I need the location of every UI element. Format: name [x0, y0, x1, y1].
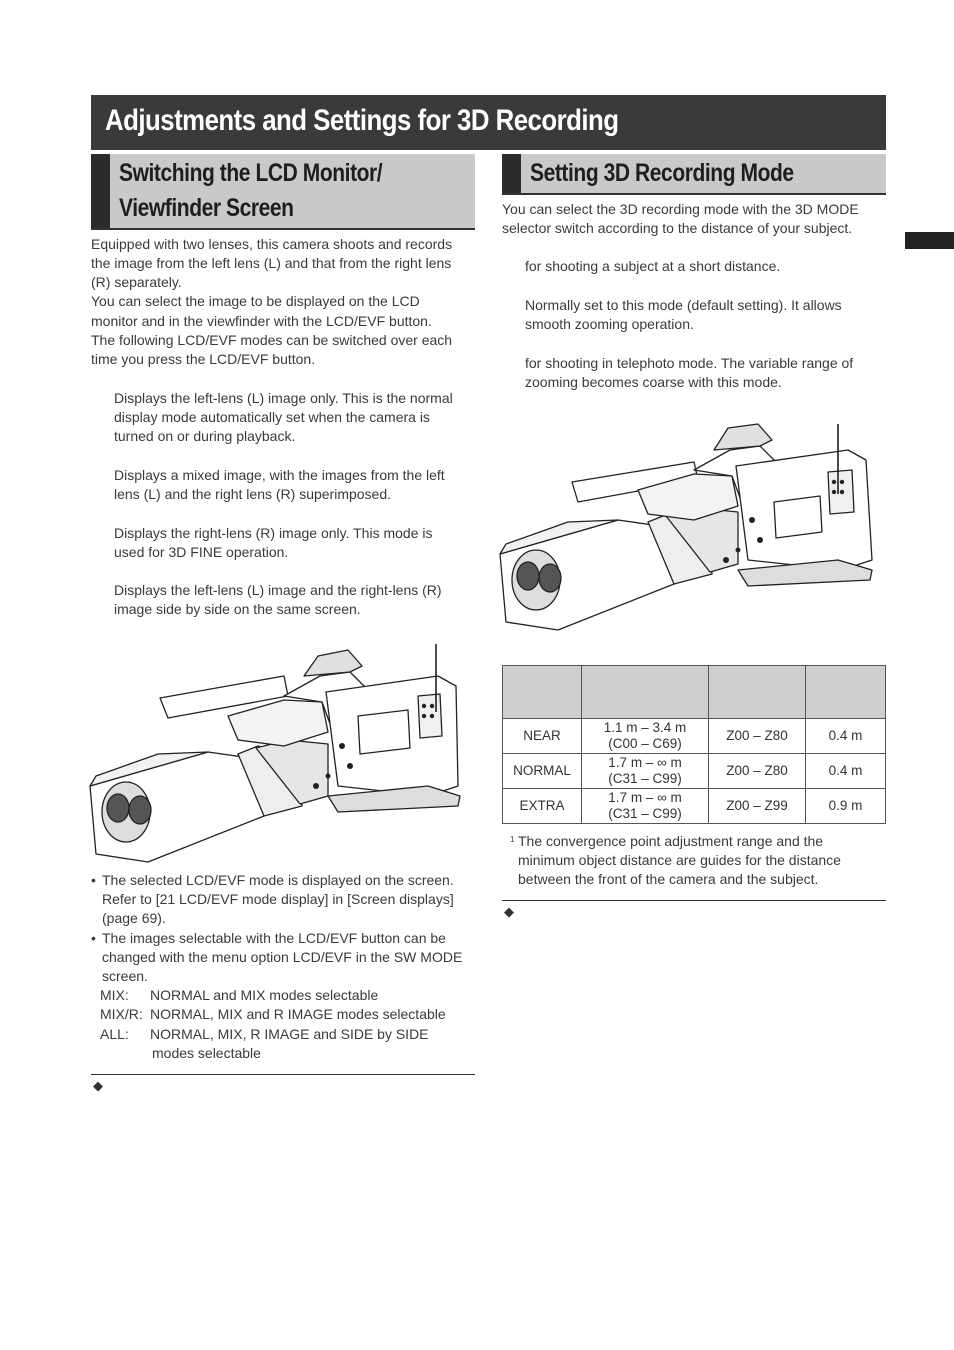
- heading-line-2: Viewfinder Screen: [119, 194, 294, 222]
- section-heading-3d-mode: [502, 154, 886, 195]
- zoom-cell: Z00 – Z99: [709, 789, 806, 824]
- paragraph-line: You can select the image to be displayed on the LCD: [91, 293, 420, 309]
- camera-illustration-3d-mode-switch: [498, 420, 878, 652]
- note-line: changed with the menu option LCD/EVF in the SW MODE: [102, 949, 463, 965]
- option-value: NORMAL and MIX modes selectable: [150, 987, 379, 1003]
- footnote-mark: 1: [510, 835, 515, 844]
- footnote-line: between the front of the camera and the subject.: [518, 871, 819, 887]
- mode-description: for shooting a subject at a short distance.: [525, 258, 781, 274]
- mode-cell: EXTRA: [503, 789, 582, 824]
- mode-description: zooming becomes coarse with this mode.: [525, 374, 782, 390]
- table-row: [503, 719, 886, 754]
- heading-marker: [502, 154, 521, 193]
- note-line: Refer to [21 LCD/EVF mode display] in [Screen displays]: [102, 891, 454, 907]
- paragraph-line: (R) separately.: [91, 274, 182, 290]
- option-value: modes selectable: [152, 1045, 261, 1061]
- mode-description: Displays a mixed image, with the images from the left: [114, 467, 445, 483]
- zoom-cell: Z00 – Z80: [709, 754, 806, 789]
- option-value: NORMAL, MIX and R IMAGE modes selectable: [150, 1006, 446, 1022]
- paragraph-line: time you press the LCD/EVF button.: [91, 351, 316, 367]
- paragraph-line: You can select the 3D recording mode with the 3D MODE: [502, 201, 859, 217]
- mode-description: display mode automatically set when the camera is: [114, 409, 430, 425]
- mode-description: for shooting in telephoto mode. The variable range of: [525, 355, 854, 371]
- note-line: screen.: [102, 968, 148, 984]
- mode-description: Displays the left-lens (L) image only. This is the normal: [114, 390, 453, 406]
- page-title: Adjustments and Settings for 3D Recording: [105, 104, 619, 137]
- range-cell: [582, 754, 709, 789]
- header-cell: [582, 666, 709, 719]
- footnote-line: [510, 832, 824, 851]
- chapter-tab: [905, 232, 954, 249]
- 3d-mode-table: [502, 665, 886, 824]
- paragraph-line: monitor and in the viewfinder with the LCD/EVF button.: [91, 313, 432, 329]
- option-key: MIX:: [100, 987, 129, 1003]
- range-code: (C31 – C99): [608, 771, 682, 786]
- diamond-icon: ◆: [504, 904, 514, 919]
- paragraph-line: Equipped with two lenses, this camera shoots and records: [91, 236, 453, 252]
- mode-description: image side by side on the same screen.: [114, 601, 361, 617]
- table-row: [503, 754, 886, 789]
- camera-illustration-lcd-button: [88, 636, 468, 868]
- heading-text: Setting 3D Recording Mode: [530, 159, 794, 187]
- bullet-mark: •: [91, 930, 96, 946]
- paragraph-line: The following LCD/EVF modes can be switched over each: [91, 332, 453, 348]
- range-cell: [582, 719, 709, 754]
- range-value: 1.7 m – ∞ m: [608, 755, 682, 770]
- bullet-mark: •: [91, 872, 96, 888]
- section-heading-lcd: [91, 154, 475, 230]
- mode-description: turned on or during playback.: [114, 428, 296, 444]
- range-code: (C31 – C99): [608, 806, 682, 821]
- distance-cell: 0.4 m: [806, 754, 886, 789]
- heading-line-1: Switching the LCD Monitor/: [119, 159, 383, 187]
- option-key: ALL:: [100, 1026, 129, 1042]
- note-line: (page 69).: [102, 910, 166, 926]
- mode-description: Displays the right-lens (R) image only. This mode is: [114, 525, 433, 541]
- footnote-text: The convergence point adjustment range and the: [518, 833, 824, 849]
- zoom-cell: Z00 – Z80: [709, 719, 806, 754]
- footnote-line: minimum object distance are guides for the distance: [518, 852, 841, 868]
- table-header-row: [503, 666, 886, 719]
- diamond-icon: ◆: [93, 1078, 103, 1093]
- distance-cell: 0.4 m: [806, 719, 886, 754]
- option-key: MIX/R:: [100, 1006, 143, 1022]
- range-value: 1.1 m – 3.4 m: [603, 720, 687, 735]
- mode-cell: NORMAL: [503, 754, 582, 789]
- distance-cell: 0.9 m: [806, 789, 886, 824]
- divider: [502, 900, 886, 901]
- header-cell: [806, 666, 886, 719]
- mode-description: lens (L) and the right lens (R) superimposed.: [114, 486, 392, 502]
- mode-cell: NEAR: [503, 719, 582, 754]
- note-line: The selected LCD/EVF mode is displayed on the screen.: [102, 872, 454, 888]
- mode-description: smooth zooming operation.: [525, 316, 694, 332]
- mode-description: Normally set to this mode (default setting). It allows: [525, 297, 842, 313]
- mode-description: used for 3D FINE operation.: [114, 544, 289, 560]
- header-cell: [709, 666, 806, 719]
- table-row: [503, 789, 886, 824]
- note-line: The images selectable with the LCD/EVF button can be: [102, 930, 446, 946]
- range-code: (C00 – C69): [608, 736, 682, 751]
- page-title-bar: [91, 95, 886, 150]
- mode-description: Displays the left-lens (L) image and the right-lens (R): [114, 582, 442, 598]
- option-value: NORMAL, MIX, R IMAGE and SIDE by SIDE: [150, 1026, 429, 1042]
- heading-marker: [91, 154, 110, 228]
- range-value: 1.7 m – ∞ m: [608, 790, 682, 805]
- paragraph-line: selector switch according to the distance of your subject.: [502, 220, 853, 236]
- range-cell: [582, 789, 709, 824]
- divider: [91, 1074, 475, 1075]
- header-cell: [503, 666, 582, 719]
- paragraph-line: the image from the left lens (L) and that from the right lens: [91, 255, 452, 271]
